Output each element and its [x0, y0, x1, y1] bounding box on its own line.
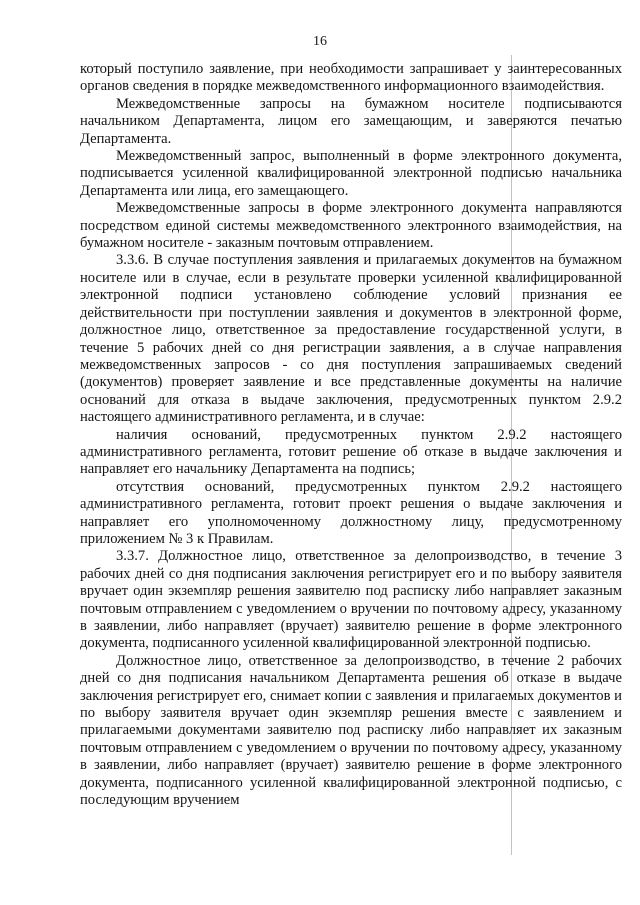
- paragraph-paper-requests: Межведомственные запросы на бумажном носителе подписываются начальником Департамента, лицом его замещающим, и заверяются печатью Департамента.: [80, 95, 622, 147]
- paragraph-grounds-present: наличия оснований, предусмотренных пунктом 2.9.2 настоящего административного регламента, готовит решение об отказе в выдаче заключения и направляет его начальнику Департамента на подпись;: [80, 426, 622, 478]
- page-number: 16: [313, 34, 327, 49]
- paragraph-request-continuation: который поступило заявление, при необходимости запрашивает у заинтересованных органов сведения в порядке межведомственного информационного взаимодействия.: [80, 61, 622, 95]
- paragraph-grounds-absent: отсутствия оснований, предусмотренных пунктом 2.9.2 настоящего административного регламента, готовит проект решения о выдаче заключения и направляет его уполномоченному должностному лицу, предусмотренному приложением № 3 к Правилам.: [80, 478, 622, 547]
- paragraph-request-delivery: Межведомственные запросы в форме электронного документа направляются посредством единой системы межведомственного электронного взаимодействия, на бумажном носителе - заказным почтовым отправлением.: [80, 200, 622, 252]
- document-body: [80, 61, 622, 809]
- paragraph-electronic-request: Межведомственный запрос, выполненный в форме электронного документа, подписывается усиленной квалифицированной электронной подписью начальника Департамента или лица, его замещающего.: [80, 148, 622, 199]
- paragraph-3-3-6: 3.3.6. В случае поступления заявления и прилагаемых документов на бумажном носителе или в случае, если в результате проверки усиленной квалифицированной электронной подписи установлено соблюдение условий признания ее действительности при поступлении заявления и документов в электронной форме, должностное лицо, ответственное за предоставление государственной услуги, в течение 5 рабочих дней со дня регистрации заявления, а в случае направления межведомственных запросов - со дня поступления запрашиваемых сведений (документов) проверяет заявление и все представленные документы на наличие оснований для отказа в выдаче заключения, предусмотренных пунктом 2.9.2 настоящего административного регламента, и в случае:: [80, 252, 622, 426]
- paragraph-3-3-7: 3.3.7. Должностное лицо, ответственное за делопроизводство, в течение 3 рабочих дней со дня подписания заключения регистрирует его и по выбору заявителя вручает один экземпляр решения заявителю под расписку либо направляет заказным почтовым отправлением с уведомлением о вручении по почтовому адресу, указанному в заявлении, либо направляет (вручает) заявителю решение в форме электронного документа, подписанного усиленной квалифицированной электронной подписью.: [80, 548, 622, 652]
- paragraph-refusal-registration: Должностное лицо, ответственное за делопроизводство, в течение 2 рабочих дней со дня подписания начальником Департамента решения об отказе в выдаче заключения регистрирует его, снимает копии с заявления и прилагаемых документов и по выбору заявителя вручает один экземпляр решения вместе с заявлением и прилагаемыми документами заявителю под расписку либо направляет их заказным почтовым отправлением с уведомлением о вручении по почтовому адресу, указанному в заявлении, либо направляет (вручает) заявителю решение в форме электронного документа, подписанного усиленной квалифицированной электронной подписью, с последующим вручением: [80, 652, 622, 809]
